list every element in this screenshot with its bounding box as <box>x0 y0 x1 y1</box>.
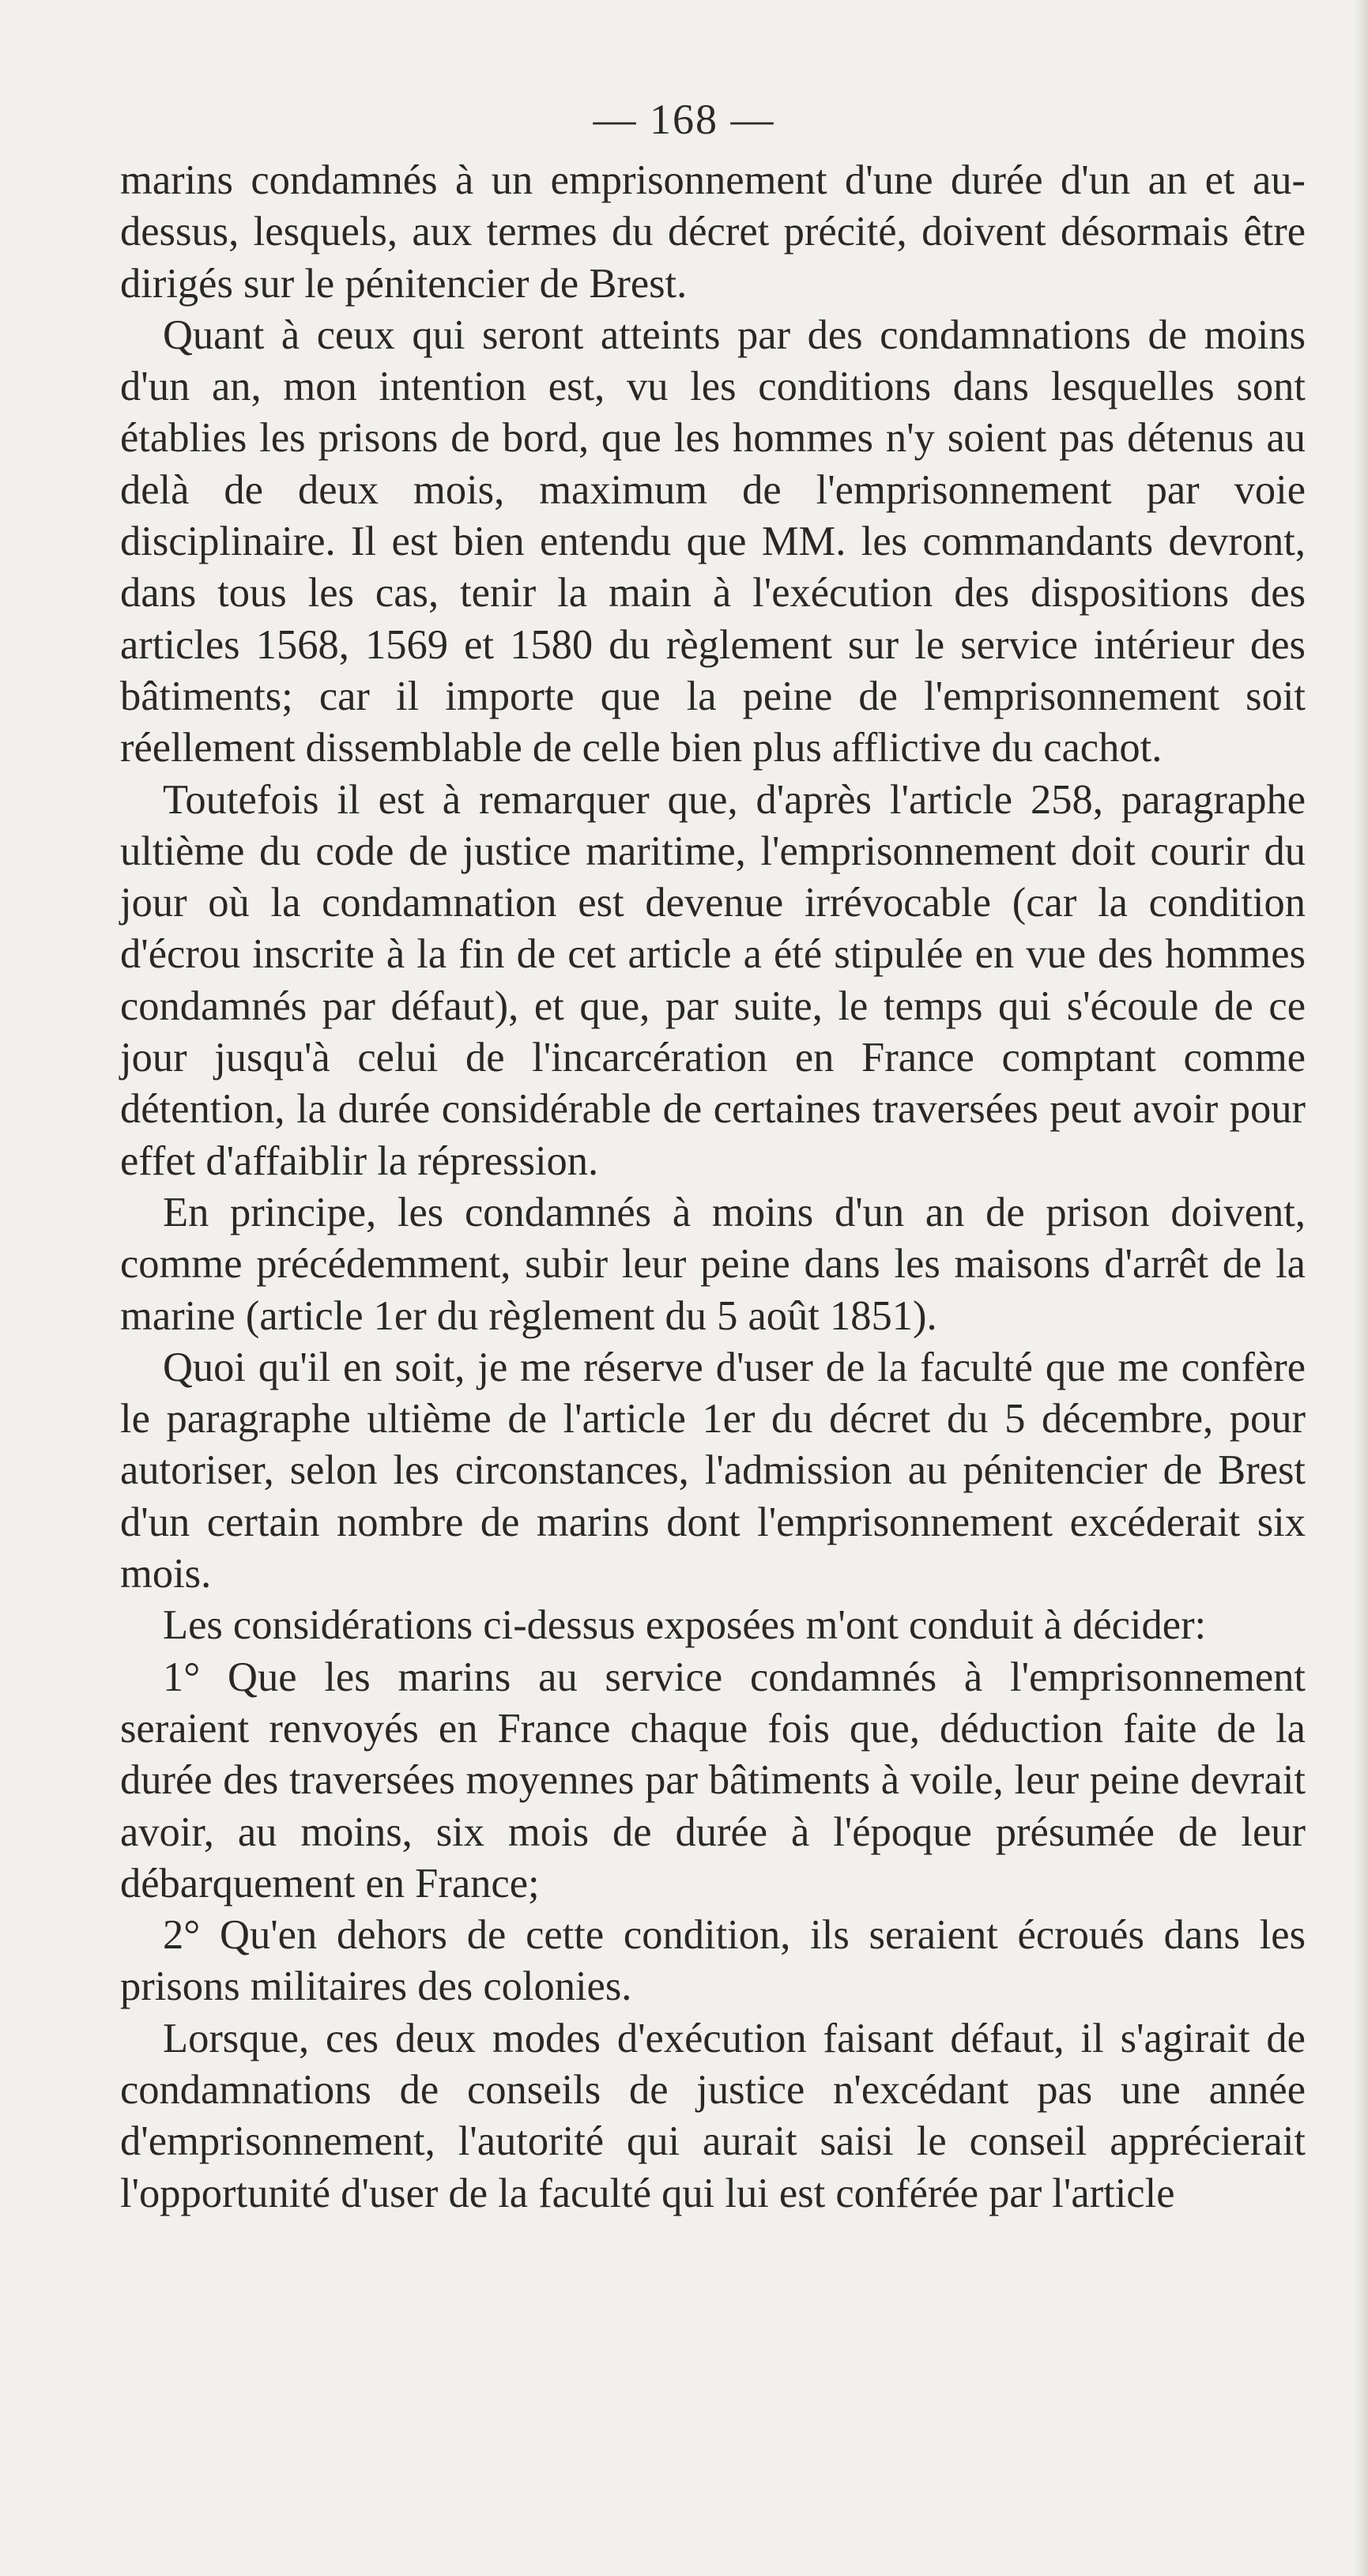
list-item-2: 2° Qu'en dehors de cette condition, ils seraient écroués dans les prisons militaires des colonies. <box>120 1912 1306 2010</box>
paragraph-en-principe: En principe, les condamnés à moins d'un an de prison doivent, comme précédemment, subir leur peine dans les maisons d'arrêt de la marine (article 1er du règlement du 5 août 1851). <box>120 1189 1306 1339</box>
list-item-1: 1° Que les marins au service condamnés à l'emprisonnement seraient renvoyés en France chaque fois que, déduction faite de la durée des traversées moyennes par bâtiments à voile, leur peine devrait avoir, au moins, six mois de durée à l'époque présumée de leur débarquement en France; <box>120 1654 1306 1907</box>
paragraph-considerations: Les considérations ci-dessus exposées m'ont conduit à décider: <box>163 1602 1207 1649</box>
page-number: — 168 — <box>593 96 775 143</box>
paragraph-toutefois: Toutefois il est à remarquer que, d'après l'article 258, paragraphe ultième du code de justice maritime, l'emprisonnement doit courir du jour où la condamnation est devenue irrévocable (car la condition d'écrou inscrite à la fin de cet article a été stipulée en vue des hommes condamnés par défaut), et que, par suite, le temps qui s'écoule de ce jour jusqu'à celui de l'incarcération en France comptant comme détention, la durée considérable de certaines traversées peut avoir pour effet d'affaiblir la répression. <box>120 776 1306 1184</box>
paragraph-quoi-quil-en-soit: Quoi qu'il en soit, je me réserve d'user de la faculté que me confère le paragraphe ultième de l'article 1er du décret du 5 décembre, pour autoriser, selon les circonstances, l'admission au pénitencier de Brest d'un certain nombre de marins dont l'emprisonnement excéderait six mois. <box>120 1344 1306 1597</box>
paragraph-continuation: marins condamnés à un emprisonnement d'une durée d'un an et au-dessus, lesquels, aux termes du décret précité, doivent désormais être dirigés sur le pénitencier de Brest. <box>120 157 1306 307</box>
scan-shadow-edge <box>1354 0 1368 2576</box>
paragraph-quant-a-ceux: Quant à ceux qui seront atteints par des condamnations de moins d'un an, mon intention est, vu les conditions dans lesquelles sont établies les prisons de bord, que les hommes n'y soient pas détenus au delà de deux mois, maximum de l'emprisonnement par voie disciplinaire. Il est bien entendu que MM. les commandants devront, dans tous les cas, tenir la main à l'exécution des dispositions des articles 1568, 1569 et 1580 du règlement sur le service intérieur des bâtiments; car il importe que la peine de l'emprisonnement soit réellement dissemblable de celle bien plus afflictive du cachot. <box>120 311 1306 771</box>
body-text <box>120 155 1306 2220</box>
paragraph-lorsque: Lorsque, ces deux modes d'exécution faisant défaut, il s'agirait de condamnations de conseils de justice n'excédant pas une année d'emprisonnement, l'autorité qui aurait saisi le conseil apprécierait l'opportunité d'user de la faculté qui lui est conférée par l'article <box>120 2015 1306 2216</box>
